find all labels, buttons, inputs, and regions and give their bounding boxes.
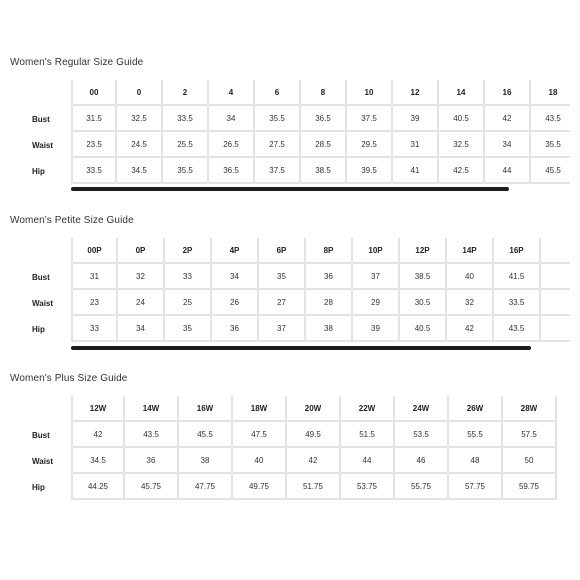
table-row	[10, 132, 570, 158]
table-row	[10, 264, 570, 290]
table-cell: 34	[118, 316, 165, 342]
regular-size-table	[10, 80, 570, 184]
petite-size-guide-title: Women's Petite Size Guide	[10, 215, 134, 226]
size-header: 14	[439, 80, 485, 106]
size-header: 0	[117, 80, 163, 106]
table-cell: 48	[449, 448, 503, 474]
table-cell: 34	[212, 264, 259, 290]
size-header: 8P	[306, 238, 353, 264]
table-cell: 28	[306, 290, 353, 316]
table-cell: 37.5	[255, 158, 301, 184]
size-header: 2P	[165, 238, 212, 264]
regular-size-guide-title: Women's Regular Size Guide	[10, 57, 144, 68]
table-row	[10, 474, 557, 500]
table-cell: 32.5	[117, 106, 163, 132]
table-cell: 42	[447, 316, 494, 342]
table-cell: 42	[71, 422, 125, 448]
size-header: 14W	[125, 396, 179, 422]
table-cell: 32	[118, 264, 165, 290]
plus-header-row	[10, 396, 557, 422]
table-cell: 23.5	[71, 132, 117, 158]
size-header: 8	[301, 80, 347, 106]
table-cell: 41.5	[494, 264, 541, 290]
table-cell: 47.5	[233, 422, 287, 448]
table-cell: 35.5	[255, 106, 301, 132]
table-cell: 51.5	[341, 422, 395, 448]
table-cell: 28.5	[301, 132, 347, 158]
size-header: 22W	[341, 396, 395, 422]
table-cell: 38	[306, 316, 353, 342]
table-cell: 31	[393, 132, 439, 158]
table-cell: 36	[125, 448, 179, 474]
table-cell: 33.5	[71, 158, 117, 184]
table-cell: 39	[393, 106, 439, 132]
table-cell: 26.5	[209, 132, 255, 158]
regular-header-row	[10, 80, 570, 106]
size-header: 28W	[503, 396, 557, 422]
header-corner	[10, 80, 71, 106]
measurement-label: Waist	[32, 140, 54, 150]
plus-size-table-container	[10, 396, 570, 506]
size-header: 16	[485, 80, 531, 106]
size-header: 14P	[447, 238, 494, 264]
measurement-label: Hip	[32, 324, 45, 334]
table-cell: 40	[447, 264, 494, 290]
table-cell: 23	[71, 290, 118, 316]
table-cell: 24	[118, 290, 165, 316]
table-cell: 27.5	[255, 132, 301, 158]
petite-header-row	[10, 238, 570, 264]
table-cell: 36.5	[301, 106, 347, 132]
size-header: 4P	[212, 238, 259, 264]
table-cell: 40.5	[439, 106, 485, 132]
table-cell: 41	[393, 158, 439, 184]
measurement-label: Bust	[32, 272, 50, 282]
overflow-cell	[541, 264, 570, 290]
table-cell: 37.5	[347, 106, 393, 132]
size-header: 00P	[71, 238, 118, 264]
size-header: 6	[255, 80, 301, 106]
plus-size-table	[10, 396, 557, 500]
table-cell: 42	[485, 106, 531, 132]
size-header: 0P	[118, 238, 165, 264]
table-cell: 59.75	[503, 474, 557, 500]
size-header: 4	[209, 80, 255, 106]
table-cell: 25	[165, 290, 212, 316]
table-cell: 38.5	[301, 158, 347, 184]
measurement-label: Waist	[32, 298, 54, 308]
regular-size-table-container[interactable]	[10, 80, 570, 190]
table-cell: 45.75	[125, 474, 179, 500]
measurement-label: Bust	[32, 114, 50, 124]
table-cell: 49.5	[287, 422, 341, 448]
table-cell: 53.75	[341, 474, 395, 500]
table-row	[10, 448, 557, 474]
table-cell: 43.5	[531, 106, 570, 132]
table-cell: 39.5	[347, 158, 393, 184]
table-cell: 32.5	[439, 132, 485, 158]
table-cell: 57.5	[503, 422, 557, 448]
table-row	[10, 290, 570, 316]
petite-table-scrollbar[interactable]	[71, 346, 531, 350]
table-cell: 29.5	[347, 132, 393, 158]
size-header: 10	[347, 80, 393, 106]
table-cell: 46	[395, 448, 449, 474]
size-header: 16W	[179, 396, 233, 422]
table-cell: 25.5	[163, 132, 209, 158]
table-cell: 34	[209, 106, 255, 132]
size-header: 6P	[259, 238, 306, 264]
table-cell: 50	[503, 448, 557, 474]
table-cell: 33	[165, 264, 212, 290]
table-cell: 31	[71, 264, 118, 290]
table-cell: 24.5	[117, 132, 163, 158]
size-header: 12	[393, 80, 439, 106]
table-cell: 38	[179, 448, 233, 474]
overflow-cell	[541, 316, 570, 342]
table-cell: 42	[287, 448, 341, 474]
table-cell: 43.5	[494, 316, 541, 342]
table-cell: 44	[485, 158, 531, 184]
overflow-cell	[541, 290, 570, 316]
table-cell: 55.5	[449, 422, 503, 448]
table-row	[10, 316, 570, 342]
table-cell: 43.5	[125, 422, 179, 448]
table-cell: 34.5	[117, 158, 163, 184]
table-cell: 35.5	[531, 132, 570, 158]
table-cell: 36	[212, 316, 259, 342]
table-cell: 31.5	[71, 106, 117, 132]
table-cell: 35	[165, 316, 212, 342]
table-cell: 35.5	[163, 158, 209, 184]
table-cell: 34.5	[71, 448, 125, 474]
table-cell: 53.5	[395, 422, 449, 448]
table-cell: 40	[233, 448, 287, 474]
measurement-label: Bust	[32, 430, 50, 440]
plus-size-guide-title: Women's Plus Size Guide	[10, 373, 128, 384]
table-cell: 47.75	[179, 474, 233, 500]
size-header: 26W	[449, 396, 503, 422]
table-cell: 44.25	[71, 474, 125, 500]
size-header: 20W	[287, 396, 341, 422]
measurement-label: Waist	[32, 456, 54, 466]
header-corner	[10, 396, 71, 422]
table-cell: 45.5	[179, 422, 233, 448]
size-header: 10P	[353, 238, 400, 264]
table-cell: 49.75	[233, 474, 287, 500]
table-cell: 35	[259, 264, 306, 290]
size-header: 16P	[494, 238, 541, 264]
table-cell: 36.5	[209, 158, 255, 184]
table-cell: 44	[341, 448, 395, 474]
table-row	[10, 422, 557, 448]
table-cell: 32	[447, 290, 494, 316]
table-cell: 30.5	[400, 290, 447, 316]
overflow-cell	[541, 238, 570, 264]
petite-size-table	[10, 238, 570, 342]
size-header: 2	[163, 80, 209, 106]
measurement-label: Hip	[32, 166, 45, 176]
size-header: 00	[71, 80, 117, 106]
table-cell: 33	[71, 316, 118, 342]
header-corner	[10, 238, 71, 264]
size-header: 24W	[395, 396, 449, 422]
table-cell: 36	[306, 264, 353, 290]
regular-table-scrollbar[interactable]	[71, 187, 509, 191]
table-cell: 42.5	[439, 158, 485, 184]
measurement-label: Hip	[32, 482, 45, 492]
table-cell: 26	[212, 290, 259, 316]
table-cell: 57.75	[449, 474, 503, 500]
petite-size-table-container[interactable]	[10, 238, 570, 348]
size-header: 12W	[71, 396, 125, 422]
table-cell: 40.5	[400, 316, 447, 342]
table-cell: 37	[259, 316, 306, 342]
size-header: 12P	[400, 238, 447, 264]
table-cell: 51.75	[287, 474, 341, 500]
table-cell: 33.5	[494, 290, 541, 316]
size-header: 18	[531, 80, 570, 106]
table-cell: 39	[353, 316, 400, 342]
table-row	[10, 106, 570, 132]
table-cell: 29	[353, 290, 400, 316]
table-cell: 27	[259, 290, 306, 316]
table-row	[10, 158, 570, 184]
table-cell: 33.5	[163, 106, 209, 132]
table-cell: 45.5	[531, 158, 570, 184]
table-cell: 37	[353, 264, 400, 290]
size-header: 18W	[233, 396, 287, 422]
table-cell: 55.75	[395, 474, 449, 500]
table-cell: 38.5	[400, 264, 447, 290]
table-cell: 34	[485, 132, 531, 158]
